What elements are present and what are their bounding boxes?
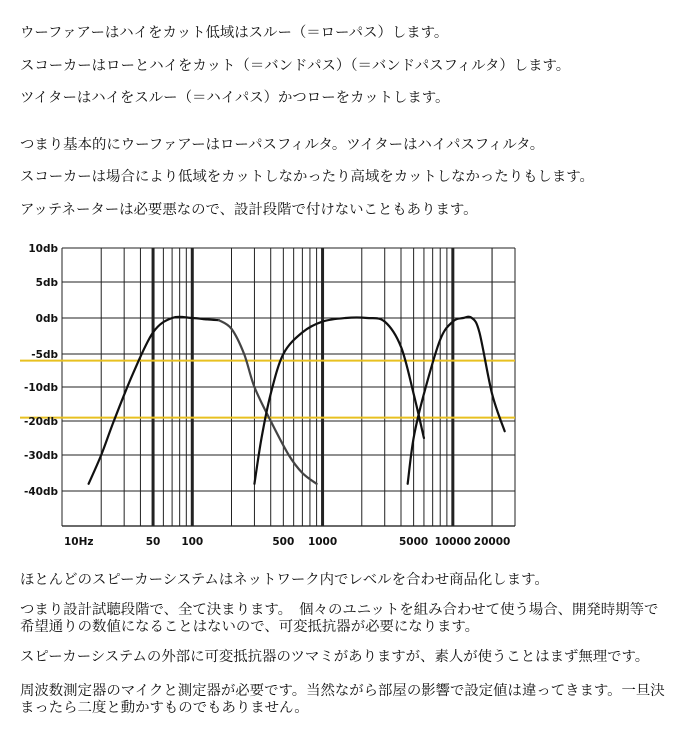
- text-attenuator-note: アッテネーターは必要悪なので、設計段階で付けないこともあります。: [20, 202, 478, 218]
- x-tick-label: 100: [181, 536, 204, 548]
- text-filter-summary: つまり基本的にウーファアーはローパスフィルタ。ツイターはハイパスフィルタ。: [20, 137, 545, 153]
- text-woofer-lowpass: ウーファアーはハイをカット低域はスルー（＝ローパス）します。: [20, 25, 449, 41]
- x-tick-label: 20000: [473, 536, 511, 548]
- frequency-response-chart: [20, 236, 520, 548]
- x-tick-label: 10000: [434, 536, 472, 548]
- x-tick-label: 50: [145, 536, 161, 548]
- y-tick-label: -10db: [23, 382, 58, 394]
- text-system-level-matching: ほとんどのスピーカーシステムはネットワーク内でレベルを合わせ商品化します。: [20, 572, 549, 588]
- text-measurement-equipment: 周波数測定器のマイクと測定器が必要です。当然ながら部屋の影響で設定値は違ってきます。一旦決まったら二度と動かすものでもありません。: [20, 683, 665, 716]
- y-tick-label: -40db: [23, 486, 58, 498]
- text-external-knob: スピーカーシステムの外部に可変抵抗器のツマミがありますが、素人が使うことはまず無理です。: [20, 649, 650, 665]
- x-tick-label: 500: [272, 536, 295, 548]
- x-tick-label: 5000: [399, 536, 429, 548]
- response-curve: [254, 318, 423, 484]
- y-tick-label: 5db: [35, 277, 58, 289]
- response-curve: [408, 317, 505, 484]
- x-tick-label: 1000: [307, 536, 338, 548]
- text-tweeter-highpass: ツイターはハイをスルー（＝ハイパス）かつローをカットします。: [20, 90, 450, 106]
- y-tick-label: -5db: [31, 349, 58, 361]
- text-squawker-variation: スコーカーは場合により低域をカットしなかったり高域をカットしなかったりもします。: [20, 169, 594, 185]
- x-tick-label: 10Hz: [64, 536, 94, 548]
- y-tick-label: 10db: [28, 243, 58, 255]
- y-tick-label: -30db: [23, 450, 58, 462]
- chart-labels: [24, 243, 510, 548]
- chart-grid: [62, 248, 515, 526]
- y-tick-label: -20db: [23, 416, 58, 428]
- chart-curves: [89, 317, 505, 484]
- text-squawker-bandpass: スコーカーはローとハイをカット（＝バンドパス）（＝バンドパスフィルタ）します。: [20, 58, 571, 74]
- y-tick-label: 0db: [35, 313, 58, 325]
- text-design-stage: つまり設計試聴段階で、全て決まります。 個々のユニットを組み合わせて使う場合、開発時期等で希望通りの数値になることはないので、可変抵抗器が必要になります。: [20, 602, 659, 635]
